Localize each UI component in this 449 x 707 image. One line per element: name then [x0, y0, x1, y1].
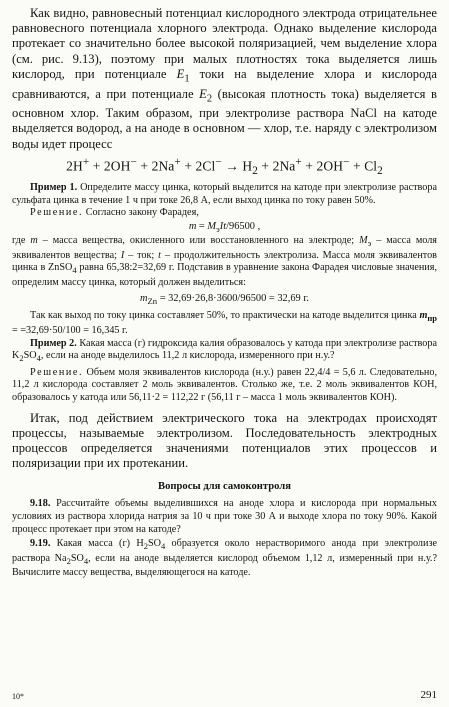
- summary-paragraph: Итак, под действием электрического тока на электродах происходят процессы, называемые электролизом. Последовательность электродных процессов определяется значениями потенциалов этих процессов и поляризации при их протекании.: [12, 410, 437, 471]
- signature-mark: 10*: [12, 692, 24, 701]
- example2-task: Пример 2. Какая масса (г) гидроксида калия образовалось у катода при электролизе раствора $K_2SO_4$, если на аноде выделилось 11,2 л кислорода, измеренного при н.у.?: [12, 337, 438, 364]
- electrolysis-equation: $2H^+ + 2OH^- + 2Na^+ + 2Cl^- \to H_2 + 2Na^+ + 2OH^- + Cl_2$: [66, 155, 383, 178]
- example1-definitions: где m – масса вещества, окисленного или восстановленного на электроде; $M_э$ – масса моля эквивалентов вещества; I – ток; t – продолжительность электролиза. Масса моля эквивалентов цинка в ZnSO$_4$ равна 65,38:2=32,69 г. Подставив в уравнение закона Фарадея числовые значения, определим массу цинка, который должен выделиться:: [12, 234, 437, 288]
- page-number: 291: [420, 689, 437, 701]
- example1-yield: Так как выход по току цинка составляет 50%, то практически на катоде выделится цинка $m_{пр} = =32,69\cdot 50/100 = 16,345$ г.: [12, 310, 437, 337]
- example2-solution: Решение. Объем моля эквивалентов кислорода (н.у.) равен 22,4/4 = 5,6 л. Следовательно, 11,2 л кислорода составляет 2 моль эквивалентов. Столько же, т.е. 2 моль эквивалентов КОН, образовалось у катода или 56,11·2 = 112,22 г (56,11 г – масса 1 моль эквивалентов КОН).: [12, 366, 437, 404]
- questions-heading: Вопросы для самоконтроля: [158, 481, 291, 493]
- intro-paragraph: Как видно, равновесный потенциал кислородного электрода отрицательнее равновесного потенциала хлорного электрода. Однако выделение кислорода протекает со значительно более высокой поляризацией, чем выделение хлора (см. рис. 9.13), поэтому при малых плотностях тока выделяется лишь кислород, при потенциале $E_1$ токи на выделение хлора и кислорода сравниваются, а при потенциале $E_2$ (высокая плотность тока) выделяется в основном хлор. Таким образом, при электролизе раствора NaCl на катоде выделяется водород, а на аноде в основном — хлор, т.е. наряду с электролизом воды идет процесс: [12, 6, 437, 151]
- question-9-18: 9.18. Рассчитайте объемы выделившихся на аноде хлора и кислорода при нормальных условиях из раствора хлорида натрия за 10 ч при токе 30 А и выходе хлора по току 90%. Какой процесс протекает при этом на катоде?: [12, 498, 437, 535]
- example1-task: Пример 1. Определите массу цинка, который выделится на катоде при электролизе раствора сульфата цинка в течение 1 ч при токе 26,8 А, если выход цинка по току равен 50%.: [12, 182, 438, 206]
- faraday-law-formula: $m = M_эIt/96500$ ,: [188, 220, 261, 234]
- example1-solution-intro: Решение. Согласно закону Фарадея,: [30, 207, 199, 219]
- zinc-mass-calculation: $m_{Zn} = 32,69\cdot 26,8\cdot 3600/96500 = 32,69$ г.: [139, 293, 310, 307]
- question-9-19: 9.19. Какая масса (г) $H_2SO_4$ образуется около нерастворимого анода при электролизе раствора $Na_2SO_4$, если на аноде выделяется кислород объемом 1,12 л, измеренный при н.у.? Вычислите массу вещества, выделяющегося на катоде.: [12, 538, 438, 579]
